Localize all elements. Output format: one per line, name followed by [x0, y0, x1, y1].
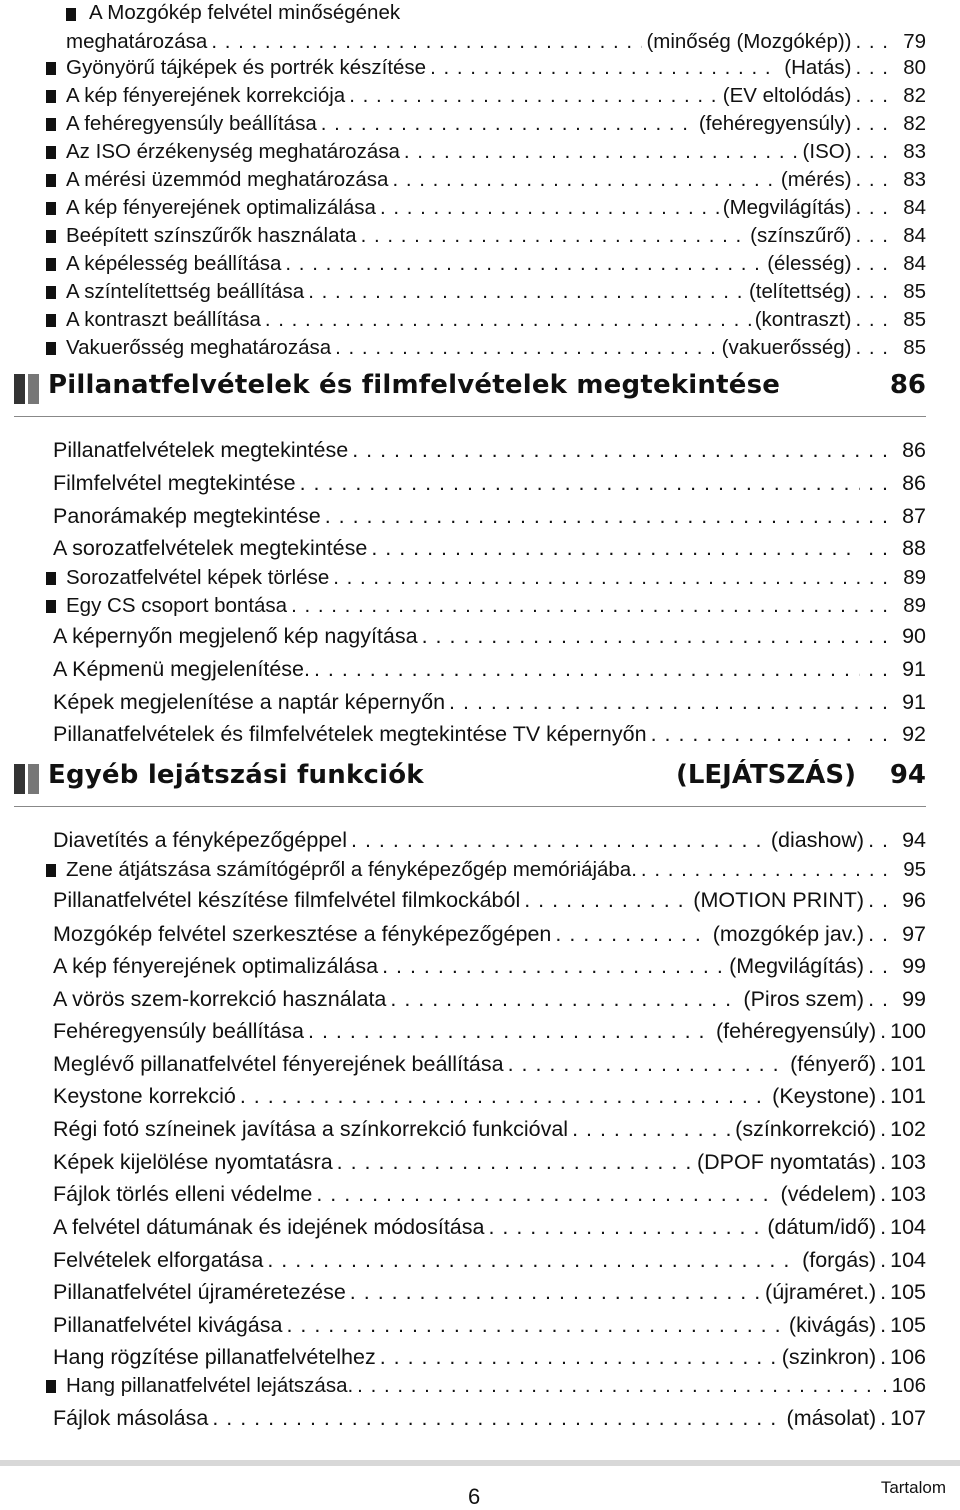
toc-entry-page: 104 [890, 1215, 926, 1239]
toc-entry-page: 92 [902, 722, 926, 746]
dot-leader [211, 28, 642, 56]
toc-entry-title: A színtelítettség beállítása [66, 280, 305, 303]
toc-entry-function: (színkorrekció) [735, 1117, 877, 1141]
dot-leader-tail: . . . [855, 56, 889, 79]
toc-entry-title: Fájlok törlés elleni védelme [53, 1182, 313, 1206]
dot-leader-tail: . . [868, 954, 889, 978]
toc-subentry[interactable] [66, 82, 926, 110]
dot-leader [380, 194, 719, 222]
toc-entry[interactable] [53, 653, 926, 685]
toc-entry[interactable] [53, 1244, 926, 1276]
toc-entry-title: Felvételek elforgatása [53, 1248, 264, 1272]
toc-entry[interactable] [53, 1146, 926, 1178]
toc-entry-title-line: A Mozgókép felvétel minőségének [89, 0, 400, 26]
toc-entry[interactable] [53, 500, 926, 532]
toc-entry-page: 97 [902, 922, 926, 946]
toc-entry[interactable] [53, 532, 926, 564]
dot-leader-tail: . . [868, 504, 889, 528]
dot-leader [333, 564, 861, 592]
toc-entry-page: 90 [902, 624, 926, 648]
toc-entry-page: 84 [903, 196, 926, 219]
toc-entry-title: Sorozatfelvétel képek törlése [66, 566, 330, 589]
dot-leader [422, 620, 861, 652]
bullet-icon [46, 572, 56, 585]
dot-leader-tail: . . . [855, 140, 889, 163]
dot-leader-tail: . . [868, 722, 889, 746]
toc-entry-function: (kivágás) [788, 1313, 877, 1337]
toc-entry-title: Gyönyörű tájképek és portrék készítése [66, 56, 427, 79]
bullet-icon [46, 1380, 56, 1393]
dot-leader [314, 653, 860, 685]
toc-entry-page: 86 [902, 438, 926, 462]
dot-leader [524, 884, 689, 916]
dot-leader-tail: . . . [855, 196, 889, 219]
dot-leader-tail: . [880, 1345, 888, 1369]
toc-entry-page: 82 [903, 112, 926, 135]
toc-entry-title: Egy CS csoport bontása [66, 594, 288, 617]
dot-leader [361, 222, 747, 250]
bullet-icon [46, 286, 56, 299]
toc-entry[interactable] [53, 1341, 926, 1373]
toc-subentry[interactable] [66, 166, 926, 194]
section-hint: (LEJÁTSZÁS) [675, 760, 856, 790]
dot-leader-tail: . [880, 1248, 888, 1272]
toc-entry-title: Panorámakép megtekintése [53, 504, 321, 528]
toc-entry-page: 101 [890, 1084, 926, 1108]
toc-entry-function: (MOTION PRINT) [693, 888, 865, 912]
toc-entry-page: 106 [890, 1345, 926, 1369]
toc-entry-title: Filmfelvétel megtekintése [53, 471, 296, 495]
page-number: 6 [468, 1484, 481, 1509]
dot-leader [641, 856, 861, 884]
section-title: Pillanatfelvételek és filmfelvételek megtekintése [48, 370, 781, 400]
toc-entry-title: Pillanatfelvétel készítése filmfelvétel filmkockából [53, 888, 521, 912]
dot-leader [240, 1080, 768, 1112]
toc-entry-function: (fehéregyensúly) [716, 1019, 877, 1043]
toc-entry-page: 105 [890, 1313, 926, 1337]
dot-leader-tail: . . . [855, 224, 889, 247]
toc-entry-function: (mozgókép jav.) [712, 922, 865, 946]
toc-entry-function: (élesség) [767, 252, 852, 275]
toc-entry-page: 88 [902, 536, 926, 560]
dot-leader [371, 532, 860, 564]
dot-leader-tail: . . [868, 536, 889, 560]
dot-leader [267, 1244, 798, 1276]
toc-entry-page: 86 [902, 471, 926, 495]
dot-leader [265, 306, 751, 334]
toc-entry[interactable] [53, 950, 926, 982]
toc-entry-page: 103 [890, 1150, 926, 1174]
toc-entry-page: 101 [890, 1052, 926, 1076]
bullet-icon [46, 174, 56, 187]
toc-subentry[interactable] [66, 592, 926, 620]
toc-entry-title: A sorozatfelvételek megtekintése [53, 536, 368, 560]
toc-subentry[interactable] [66, 334, 926, 362]
bullet-icon [46, 146, 56, 159]
toc-entry-page: 85 [903, 280, 926, 303]
bullet-icon [46, 258, 56, 271]
dot-leader-tail: . [880, 1406, 888, 1430]
toc-entry-function: (Hatás) [784, 56, 852, 79]
dot-leader-tail: . . [868, 888, 889, 912]
dot-leader-tail: . [880, 1019, 888, 1043]
dot-leader [352, 434, 860, 466]
toc-entry-function: (Megvilágítás) [722, 196, 852, 219]
dot-leader-tail: . . [868, 858, 889, 881]
toc-entry-title: A fehéregyensúly beállítása [66, 112, 317, 135]
toc-entry-function: (mérés) [780, 168, 852, 191]
toc-entry[interactable] [53, 1178, 926, 1210]
toc-entry[interactable] [53, 718, 926, 750]
dot-leader-tail: . [880, 1182, 888, 1206]
toc-entry-function: (újraméret.) [765, 1280, 877, 1304]
toc-entry-title: Képek kijelölése nyomtatásra [53, 1150, 333, 1174]
dot-leader-tail: . [880, 1117, 888, 1141]
toc-entry-page: 82 [903, 84, 926, 107]
footer-section-label: Tartalom [880, 1478, 946, 1497]
toc-entry-title: Fehéregyensúly beállítása [53, 1019, 304, 1043]
dot-leader-tail: . [880, 1150, 888, 1174]
toc-entry[interactable] [53, 1309, 926, 1341]
toc-entry-page: 79 [903, 30, 926, 53]
toc-entry-function: (vakuerősség) [721, 336, 852, 359]
dot-leader [488, 1211, 763, 1243]
toc-entry-page: 85 [903, 336, 926, 359]
dot-leader [390, 983, 739, 1015]
toc-entry[interactable] [53, 983, 926, 1015]
dot-leader [449, 686, 860, 718]
toc-entry-function: (minőség (Mozgókép)) [646, 30, 852, 53]
dot-leader [351, 824, 767, 856]
toc-entry-title: Az ISO érzékenység meghatározása [66, 140, 400, 163]
toc-entry-title: Hang rögzítése pillanatfelvételhez [53, 1345, 376, 1369]
dot-leader-tail: . . . [855, 308, 889, 331]
dot-leader [308, 278, 745, 306]
toc-entry-title: Pillanatfelvétel újraméretezése [53, 1280, 346, 1304]
toc-entry-page: 103 [890, 1182, 926, 1206]
dot-leader [286, 1309, 784, 1341]
dot-leader [335, 334, 717, 362]
toc-entry-title: Képek megjelenítése a naptár képernyőn [53, 690, 446, 714]
toc-subentry[interactable] [66, 1372, 926, 1400]
toc-entry[interactable] [53, 1402, 926, 1434]
toc-entry-page: 84 [903, 252, 926, 275]
bullet-icon [66, 8, 76, 21]
toc-entry-page: 84 [903, 224, 926, 247]
toc-entry-title: A képernyőn megjelenő kép nagyítása [53, 624, 418, 648]
bullet-icon [46, 864, 56, 877]
dot-leader-tail: . [880, 1313, 888, 1337]
toc-entry-title: Beépített színszűrők használata [66, 224, 357, 247]
toc-entry[interactable] [53, 1015, 926, 1047]
toc-entry[interactable] [53, 620, 926, 652]
toc-entry[interactable] [53, 918, 926, 950]
dot-leader [555, 918, 708, 950]
section-page-number: 94 [889, 760, 926, 790]
section-heading[interactable] [14, 758, 926, 807]
toc-entry-function: (fényerő) [790, 1052, 877, 1076]
toc-entry-function: (DPOF nyomtatás) [696, 1150, 877, 1174]
toc-entry-title: A kép fényerejének korrekciója [66, 84, 346, 107]
toc-entry-page: 99 [902, 987, 926, 1011]
dot-leader-tail: . . [868, 690, 889, 714]
dot-leader [380, 1341, 778, 1373]
toc-entry-title: meghatározása [66, 30, 208, 53]
toc-entry-title: Diavetítés a fényképezőgéppel [53, 828, 348, 852]
bullet-icon [46, 600, 56, 613]
toc-entry-function: (ISO) [802, 140, 852, 163]
toc-entry-page: 96 [902, 888, 926, 912]
toc-entry-page: 83 [903, 140, 926, 163]
bullet-icon [46, 90, 56, 103]
toc-entry[interactable] [53, 467, 926, 499]
bullet-icon [46, 62, 56, 75]
bullet-icon [46, 118, 56, 131]
toc-subentry[interactable] [66, 138, 926, 166]
toc-entry-page: 105 [890, 1280, 926, 1304]
toc-subentry[interactable] [66, 856, 926, 884]
toc-entry[interactable] [53, 1276, 926, 1308]
toc-entry-page: 100 [890, 1019, 926, 1043]
toc-entry-page: 104 [890, 1248, 926, 1272]
toc-entry-page: 89 [903, 594, 926, 617]
dot-leader-tail: . . [868, 438, 889, 462]
bullet-icon [46, 314, 56, 327]
toc-subentry[interactable] [66, 250, 926, 278]
toc-entry-page: 87 [902, 504, 926, 528]
dot-leader [357, 1372, 874, 1400]
dot-leader-tail: . . [868, 922, 889, 946]
section-heading[interactable] [14, 368, 926, 417]
section-marker-icon [14, 374, 40, 404]
dot-leader [382, 950, 725, 982]
dot-leader-tail: . . . [855, 252, 889, 275]
dot-leader-tail: . . [868, 594, 889, 617]
toc-entry[interactable] [53, 1113, 926, 1145]
toc-subentry[interactable] [66, 28, 926, 56]
toc-entry[interactable] [53, 1211, 926, 1243]
toc-entry-page: 91 [902, 690, 926, 714]
toc-entry-page: 91 [902, 657, 926, 681]
toc-subentry[interactable] [66, 306, 926, 334]
dot-leader [508, 1048, 787, 1080]
toc-subentry[interactable] [66, 564, 926, 592]
toc-entry-function: (Keystone) [772, 1084, 877, 1108]
dot-leader [308, 1015, 712, 1047]
toc-entry[interactable] [53, 686, 926, 718]
dot-leader-tail: . . . [855, 112, 889, 135]
toc-entry-function: (fehéregyensúly) [698, 112, 852, 135]
dot-leader-tail: . . [868, 657, 889, 681]
toc-entry-function: (Megvilágítás) [729, 954, 865, 978]
section-marker-icon [14, 764, 40, 794]
dot-leader-tail: . . [868, 987, 889, 1011]
toc-entry-function: (másolat) [786, 1406, 877, 1430]
toc-subentry[interactable] [66, 278, 926, 306]
toc-entry-title: A mérési üzemmód meghatározása [66, 168, 389, 191]
bullet-icon [46, 342, 56, 355]
dot-leader [392, 166, 776, 194]
toc-entry-title: A kontraszt beállítása [66, 308, 261, 331]
toc-entry-page: 95 [903, 858, 926, 881]
toc-entry-function: (Piros szem) [743, 987, 865, 1011]
dot-leader-tail: . . [868, 828, 889, 852]
toc-subentry[interactable] [66, 110, 926, 138]
toc-entry-page: 99 [902, 954, 926, 978]
dot-leader [291, 592, 861, 620]
toc-subentry[interactable] [66, 54, 926, 82]
toc-entry-page: 83 [903, 168, 926, 191]
dot-leader [572, 1113, 731, 1145]
dot-leader [316, 1178, 776, 1210]
toc-entry-function: (szinkron) [781, 1345, 877, 1369]
toc-entry-title: Hang pillanatfelvétel lejátszása. [66, 1374, 354, 1397]
dot-leader [430, 54, 780, 82]
toc-subentry[interactable] [66, 222, 926, 250]
dot-leader [404, 138, 799, 166]
toc-entry-function: (telítettség) [748, 280, 852, 303]
section-page-number: 86 [889, 370, 926, 400]
toc-entry-function: (forgás) [802, 1248, 877, 1272]
dot-leader-tail: . . [868, 624, 889, 648]
toc-entry[interactable] [53, 434, 926, 466]
toc-entry-function: (EV eltolódás) [722, 84, 852, 107]
toc-subentry[interactable] [66, 194, 926, 222]
toc-entry-function: (kontraszt) [754, 308, 852, 331]
toc-entry-function: (diashow) [770, 828, 865, 852]
toc-entry[interactable] [53, 1080, 926, 1112]
toc-entry-title: Meglévő pillanatfelvétel fényerejének beállítása [53, 1052, 504, 1076]
toc-entry-title: Pillanatfelvételek és filmfelvételek megtekintése TV képernyőn [53, 722, 647, 746]
toc-entry-title: Régi fotó színeinek javítása a színkorrekció funkcióval [53, 1117, 569, 1141]
bullet-icon [46, 230, 56, 243]
toc-entry-function: (védelem) [780, 1182, 877, 1206]
dot-leader-tail: . [880, 1280, 888, 1304]
toc-entry-title: A kép fényerejének optimalizálása [53, 954, 379, 978]
bullet-icon [46, 202, 56, 215]
footer-rule [0, 1460, 960, 1466]
dot-leader-tail: . [882, 1374, 889, 1397]
toc-entry-title: A Képmenü megjelenítése. [53, 657, 310, 681]
toc-entry-function: (dátum/idő) [767, 1215, 877, 1239]
section-title: Egyéb lejátszási funkciók [48, 760, 424, 790]
toc-entry[interactable] [53, 824, 926, 856]
dot-leader-tail: . . . [855, 84, 889, 107]
dot-leader-tail: . . . [855, 168, 889, 191]
dot-leader [350, 1276, 761, 1308]
toc-entry-title: A vörös szem-korrekció használata [53, 987, 387, 1011]
toc-entry-page: 107 [890, 1406, 926, 1430]
dot-leader [325, 500, 860, 532]
dot-leader [337, 1146, 693, 1178]
dot-leader-tail: . . [868, 471, 889, 495]
toc-entry-page: 85 [903, 308, 926, 331]
dot-leader [212, 1402, 782, 1434]
toc-entry-page: 102 [890, 1117, 926, 1141]
dot-leader-tail: . [880, 1052, 888, 1076]
toc-entry-title: Pillanatfelvétel kivágása [53, 1313, 283, 1337]
toc-entry-title: Pillanatfelvételek megtekintése [53, 438, 349, 462]
toc-entry-page: 80 [903, 56, 926, 79]
dot-leader-tail: . . . [855, 30, 889, 53]
toc-entry-function: (színszűrő) [750, 224, 852, 247]
dot-leader-tail: . . . [855, 336, 889, 359]
toc-entry[interactable] [53, 884, 926, 916]
dot-leader [651, 718, 861, 750]
dot-leader [300, 467, 861, 499]
toc-entry-title: A képélesség beállítása [66, 252, 282, 275]
dot-leader-tail: . [880, 1084, 888, 1108]
toc-entry-title: A felvétel dátumának és idejének módosítása [53, 1215, 485, 1239]
dot-leader [285, 250, 763, 278]
toc-entry-title: Fájlok másolása [53, 1406, 209, 1430]
toc-entry-title: Keystone korrekció [53, 1084, 236, 1108]
dot-leader [321, 110, 695, 138]
toc-entry-title: Zene átjátszása számítógépről a fényképezőgép memóriájába. [66, 858, 637, 881]
toc-entry-title: Mozgókép felvétel szerkesztése a fényképezőgépen [53, 922, 552, 946]
toc-entry-page: 106 [891, 1374, 926, 1397]
dot-leader-tail: . [880, 1215, 888, 1239]
toc-entry-title: A kép fényerejének optimalizálása [66, 196, 376, 219]
toc-entry-page: 89 [903, 566, 926, 589]
toc-entry[interactable] [53, 1048, 926, 1080]
dot-leader [349, 82, 719, 110]
toc-entry-title: Vakuerősség meghatározása [66, 336, 332, 359]
dot-leader-tail: . . . [855, 280, 889, 303]
dot-leader-tail: . . [868, 566, 889, 589]
toc-entry-page: 94 [902, 828, 926, 852]
